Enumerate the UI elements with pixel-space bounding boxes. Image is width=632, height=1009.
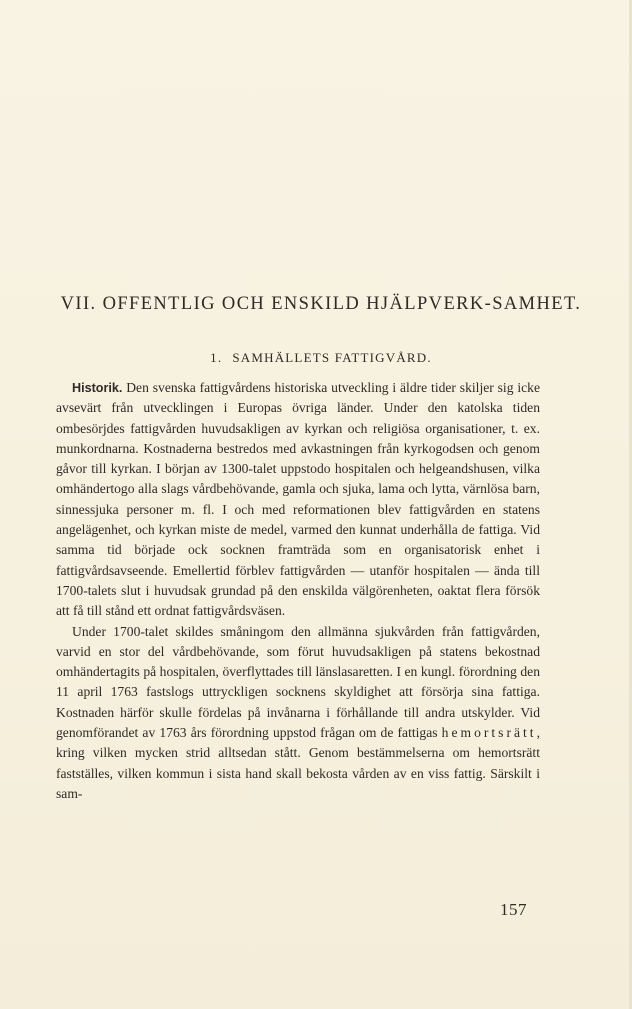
section-heading bbox=[40, 350, 602, 366]
paragraph-text: Den svenska fattigvårdens historiska utveckling i äldre tider skiljer sig icke avsevärt från utvecklingen i Europas övriga länder. Under den katolska tiden ombesörjdes fattigvården huvudsakligen av kyrkan och religiösa organisationer, t. ex. munkordnarna. Kostnaderna bestredos med avkastningen från kyrkogodsen och genom gåvor till kyrkan. I början av 1300-talet uppstodo hospitalen och helgeandshusen, vilka omhändertogo alla slags vårdbehövande, gamla och sjuka, lama och lytta, värnlösa barn, sinnessjuka personer m. fl. I och med reformationen blev fattigvården en statens angelägenhet, och kyrkan miste de medel, varmed den kunnat underhålla de fattiga. Vid samma tid började ock socknen framträda som en organisatorisk enhet i fattigvårdsavseende. Emellertid förblev fattigvården — utanför hospitalen — ända till 1700-talets slut i huvudsak grundad på den enskilda välgörenheten, oaktat flera försök att få till stånd ett ordnat fattigvårdsväsen. bbox=[56, 380, 540, 619]
paragraph-1700-talet bbox=[56, 622, 540, 805]
paragraph-text-before: Under 1700-talet skildes småningom den allmänna sjukvården från fattigvården, varvid en stor del vårdbehövande, som förut huvudsakligen på statens bekostnad omhändertagits på hospitalen, överflyttades till länslasaretten. I en kungl. förordning den 11 april 1763 fastslogs uttryckligen socknens skyldighet att försörja sina fattiga. Kostnaden härför skulle fördelas på invånarna i förhållande till andra utskylder. Vid genomförandet av 1763 års förordning uppstod frågan om de fattigas bbox=[56, 623, 540, 741]
page-number: 157 bbox=[500, 900, 527, 919]
paragraph-text-after: , kring vilken mycken strid alltsedan stått. Genom bestämmelserna om hemortsrätt fastställes, vilken kommun i sista hand skall bekosta vården av en viss fattig. Särskilt i sam- bbox=[56, 725, 540, 801]
section-number: 1. bbox=[210, 350, 223, 365]
body-text bbox=[56, 378, 540, 804]
chapter-title: VII. OFFENTLIG OCH ENSKILD HJÄLPVERK-SAMHET. bbox=[60, 294, 582, 314]
spaced-term: hemortsrätt bbox=[441, 725, 537, 741]
run-in-heading: Historik. bbox=[72, 381, 123, 395]
section-title: SAMHÄLLETS FATTIGVÅRD. bbox=[232, 350, 432, 365]
paragraph-historik bbox=[56, 378, 540, 622]
